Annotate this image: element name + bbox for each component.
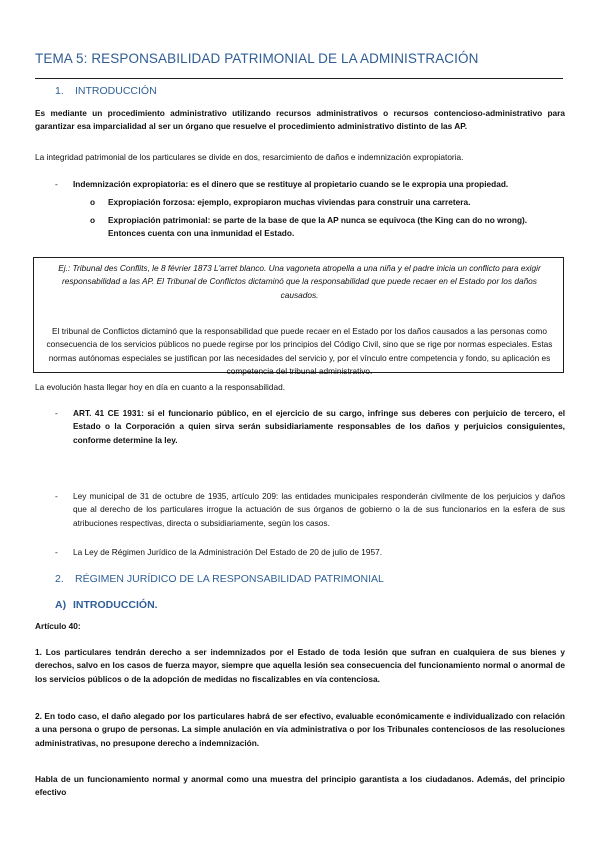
evolution-paragraph: La evolución hasta llegar hoy en día en cuanto a la responsabilidad. [35,382,286,392]
subsection-a-heading [55,598,158,612]
bullet-indemnizacion: Indemnización expropiatoria: es el dinero que se restituye al propietario cuando se le expropia una propiedad. [73,179,509,189]
subsection-a-number: A) [55,599,67,611]
bullet-ley-municipal: Ley municipal de 31 de octubre de 1935, artículo 209: las entidades municipales responderán civilmente de los perjuicios y daños que al derecho de los particulares irrogue la actuación de sus órganos de gobierno o la de sus funcionarios en la esfera de sus atribuciones respectivas, directa o subsidiariamente, según los casos. [73,491,565,528]
article-40-point-2: 2. En todo caso, el daño alegado por los particulares habrá de ser efectivo, evaluable económicamente e individualizado con relación a una persona o grupo de personas. La simple anulación en vía administrativa o por los Tribunales contenciosos de las resoluciones administrativas, no presupone derecho a indemnización. [35,711,565,748]
sub-bullet-forzosa: Expropiación forzosa: ejemplo, expropiaron muchas viviendas para construir una carretera. [108,197,471,207]
bullet-dash: - [55,547,58,557]
closing-paragraph: Habla de un funcionamiento normal y anormal como una muestra del principio garantista a los ciudadanos. Además, del principio efectivo [35,774,565,798]
bullet-dash: - [55,179,58,189]
document-title: TEMA 5: RESPONSABILIDAD PATRIMONIAL DE LA ADMINISTRACIÓN [35,51,479,66]
bullet-dash: - [55,408,58,418]
article-40-point-1: 1. Los particulares tendrán derecho a ser indemnizados por el Estado de toda lesión que sufran en cualquiera de sus bienes y derechos, salvo en los casos de fuerza mayor, siempre que aquella lesión sea consecuencia del funcionamiento normal o anormal de los servicios públicos o de la adopción de medidas no fiscalizables en vía contenciosa. [35,647,565,684]
section-1-title: INTRODUCCIÓN [75,85,157,97]
section-1-heading [55,84,157,98]
section-2-title: RÉGIMEN JURÍDICO DE LA RESPONSABILIDAD PATRIMONIAL [75,573,384,585]
example-case: Ej.: Tribunal des Conflits, le 8 février 1873 L'arret blanco. Una vagoneta atropella a una niña y el padre inicia un conflicto para exigir responsabilidad a las AP. El Tribunal de Conflictos dictaminó que la responsabilidad que puede recaer en el Estado por los daños causados. [58,263,541,300]
article-40-label: Artículo 40: [35,621,81,631]
bullet-dash: - [55,491,58,501]
title-divider [35,78,563,79]
subsection-a-title: INTRODUCCIÓN. [73,599,158,611]
bullet-art41: ART. 41 CE 1931: si el funcionario público, en el ejercicio de su cargo, infringe sus deberes con perjuicio de tercero, el Estado o la Corporación a quien sirva serán subsidiariamente responsables de los daños y perjuicios consiguientes, conforme determine la ley. [73,408,565,445]
intro-paragraph: Es mediante un procedimiento administrativo utilizando recursos administrativos o recursos contencioso-administrativo para garantizar esa imparcialidad al ser un órgano que resuelve el procedimiento administrativo distinto de las AP. [35,108,565,132]
example-box [33,257,564,376]
example-conclusion: El tribunal de Conflictos dictaminó que la responsabilidad que puede recaer en el Estado por los daños causados a las personas como consecuencia de los servicios públicos no puede regirse por los principios del Código Civil, sino que se rige por normas especiales. Estas normas autónomas especiales se justifican por las necesidades del servicio y, por el vínculo entre competencia y fondo, su aplicación es competencia del tribunal administrativo. [46,326,553,376]
section-2-number: 2. [55,573,64,585]
sub-bullet-marker: o [90,197,96,207]
section-1-number: 1. [55,85,64,97]
sub-bullet-patrimonial: Expropiación patrimonial: se parte de la base de que la AP nunca se equivoca (the King can do no wrong). Entonces cuenta con una inmunidad el Estado. [108,215,528,239]
integrity-paragraph: La integridad patrimonial de los particulares se divide en dos, resarcimiento de daños e indemnización expropiatoria. [35,152,464,162]
section-2-heading [55,572,384,586]
bullet-ley-1957: La Ley de Régimen Jurídico de la Administración Del Estado de 20 de julio de 1957. [73,547,383,557]
sub-bullet-marker: o [90,215,96,225]
